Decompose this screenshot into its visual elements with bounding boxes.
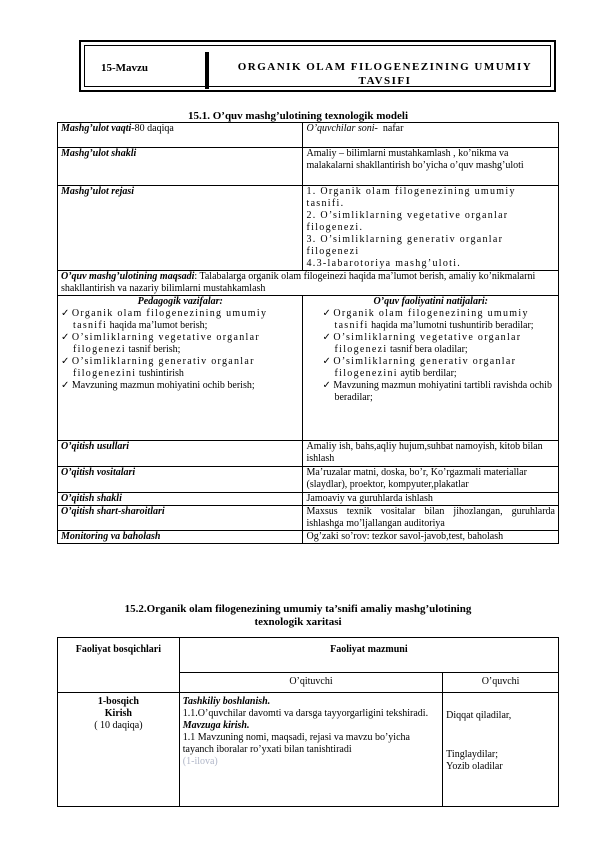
vazifa-item (61, 356, 299, 380)
vazifalar-title: Pedagogik vazifalar: (137, 296, 223, 307)
mazmun-header: Faoliyat mazmuni (179, 638, 558, 673)
bosqich-header: Faoliyat bosqichlari (58, 638, 180, 693)
natija-item (306, 308, 555, 332)
oqituvchi-step: 1.1.O’quvchilar davomti va darsga tayyorgarligini tekshiradi. (182, 708, 429, 719)
natija-text: aytib berdilar; (397, 368, 457, 379)
oquvchi-step: Diqqat qiladilar, (446, 710, 512, 721)
table-cell (303, 123, 559, 148)
natija-text: haqida ma’lumotni tushuntirib beradilar; (368, 320, 534, 331)
vazifa-topic: O’simliklarning generativ organlar filogenezini (71, 356, 255, 379)
lesson-number: 15-Mavzu (101, 62, 149, 74)
table-row (58, 271, 559, 296)
table-row (58, 638, 559, 673)
table-row (58, 693, 559, 807)
ilova-reference: (1-ilova) (182, 756, 218, 767)
check-icon: ✓ (322, 332, 334, 343)
row-value: Amaliy ish, bahs,aqliy hujum,suhbat namoyish, kitob bilan ishlash (303, 441, 559, 467)
natijalar-cell (303, 296, 559, 441)
spacer (446, 722, 555, 749)
table-row (58, 531, 559, 544)
vazifa-text: tushintirish (136, 368, 184, 379)
maqsad-label: O’quv mashg’ulotining maqsadi (61, 271, 195, 282)
topic-line-2: TAVSIFI (358, 75, 412, 87)
oquvchi-step: Tinglaydilar; (446, 749, 499, 760)
stage-name: 1-bosqich (97, 696, 139, 707)
table-cell (58, 123, 303, 148)
oqituvchi-header: O’qituvchi (179, 673, 442, 693)
natija-topic: Organik olam filogenezining umumiy tasnifi (333, 308, 529, 331)
section2-title (0, 603, 596, 629)
natijalar-title: O’quv faoliyatini natijalari: (373, 296, 488, 307)
vazifa-text: tasnif berish; (125, 344, 181, 355)
mavzuga-kirish-heading: Mavzuga kirish. (182, 720, 250, 731)
natija-text: tasnif bera oladilar; (387, 344, 468, 355)
check-icon: ✓ (322, 308, 334, 319)
check-icon: ✓ (61, 332, 72, 343)
table-row (58, 123, 559, 148)
row-label: O’qitish usullari (58, 441, 303, 467)
vazifalar-cell (58, 296, 303, 441)
vazifa-text: haqida ma’lumot berish; (107, 320, 208, 331)
table-row (58, 441, 559, 467)
vazifa-topic: O’simliklarning vegetative organlar filogenezi (71, 332, 260, 355)
shakl-value: Amaliy – bilimlarni mustahkamlash , ko’nikma va malakalarni shakllantirish bo’yicha o’quv mashg’uloti (303, 148, 559, 186)
title-box (79, 40, 556, 92)
shakl-label: Mashg’ulot shakli (58, 148, 303, 186)
check-icon: ✓ (61, 308, 72, 319)
natija-text: Mavzuning mazmun mohiyatini tartibli ravishda ochib beradilar; (333, 380, 552, 403)
topic-line-1: ORGANIK OLAM FILOGENEZINING UMUMIY (237, 61, 533, 73)
oquvchi-header: O’quvchi (443, 673, 559, 693)
row-value: Og’zaki so’rov: tezkor savol-javob,test, baholash (303, 531, 559, 544)
row-label: O’qitish shart-sharoitlari (58, 506, 303, 531)
tashkiliy-heading: Tashkiliy boshlanish. (182, 696, 271, 707)
table-row (58, 493, 559, 506)
stage-kirish: Kirish (104, 708, 132, 719)
row-label: O’qitish shakli (58, 493, 303, 506)
title-inner-frame (84, 45, 551, 87)
maqsad-cell (58, 271, 559, 296)
table-row (58, 186, 559, 271)
check-icon: ✓ (61, 380, 72, 391)
stage-cell (58, 693, 180, 807)
check-icon: ✓ (61, 356, 72, 367)
vazifa-item (61, 332, 299, 356)
vazifa-item (61, 380, 299, 392)
maqsad-text: : Talabalarga organik olam filogeinezi haqida ma’lumot berish, amaliy ko’nikmalarni shakllantirish va nazariy bilimlarni mustahkamlash (61, 271, 536, 294)
section2-title-line-1: 15.2.Organik olam filogenezining umumiy ta’snifi amaliy mashg’ulotining (124, 603, 472, 615)
vazifa-text: Mavzuning mazmun mohiyatini ochib berish; (71, 380, 255, 391)
soni-label: O’quvchilar soni- (306, 123, 378, 134)
table-row (58, 148, 559, 186)
oquvchi-step: Yozib oladilar (446, 761, 503, 772)
vazifa-item (61, 308, 299, 332)
reja-list (303, 186, 559, 271)
row-value: Maxsus texnik vositalar bilan jihozlangan, guruhlarda ishlashga mo’ljallangan auditoriya (303, 506, 559, 531)
table-row (58, 296, 559, 441)
stage-time: ( 10 daqiqa) (94, 720, 143, 731)
reja-item: 3. O’simliklarning generativ organlar filogenezi (306, 234, 504, 257)
title-separator (205, 52, 209, 89)
row-value: Jamoaviy va guruhlarda ishlash (303, 493, 559, 506)
vaqt-label: Mashg’ulot vaqti (61, 123, 132, 134)
model-table (57, 122, 559, 544)
oquvchi-cell (443, 693, 559, 807)
natija-item (306, 380, 555, 404)
row-value: Ma’ruzalar matni, doska, bo’r, Ko’rgazmali materiallar (slaydlar), proektor, kompyuter,plakatlar (303, 467, 559, 493)
natija-item (306, 332, 555, 356)
row-label: O’qitish vositalari (58, 467, 303, 493)
section2-title-line-2: texnologik xaritasi (254, 616, 342, 628)
lesson-topic (225, 60, 545, 88)
soni-value: nafar (382, 123, 404, 134)
vaqt-value: -80 daqiqa (131, 123, 174, 134)
natija-item (306, 356, 555, 380)
natija-topic: O’simliklarning generativ organlar filogenezini (333, 356, 517, 379)
reja-item: 2. O’simliklarning vegetative organlar filogenezi. (306, 210, 509, 233)
oqituvchi-cell (179, 693, 442, 807)
check-icon: ✓ (322, 380, 334, 391)
natija-topic: O’simliklarning vegetative organlar filogenezi (333, 332, 522, 355)
vazifa-topic: Organik olam filogenezining umumiy tasnifi (71, 308, 268, 331)
table-row (58, 467, 559, 493)
section1-title: 15.1. O’quv mashg’ulotining texnologik modeli (187, 110, 409, 122)
reja-item: 1. Organik olam filogenezining umumiy tasnifi. (306, 186, 516, 209)
reja-item: 4.3-labarotoriya mashg’uloti. (306, 258, 462, 269)
reja-label: Mashg’ulot rejasi (58, 186, 303, 271)
table-row (58, 506, 559, 531)
stages-table (57, 637, 559, 807)
row-label: Monitoring va baholash (58, 531, 303, 544)
oqituvchi-step: 1.1 Mavzuning nomi, maqsadi, rejasi va mavzu bo’yicha tayanch iboralar ro’yxati bilan tanishtiradi (182, 732, 410, 755)
check-icon: ✓ (322, 356, 334, 367)
